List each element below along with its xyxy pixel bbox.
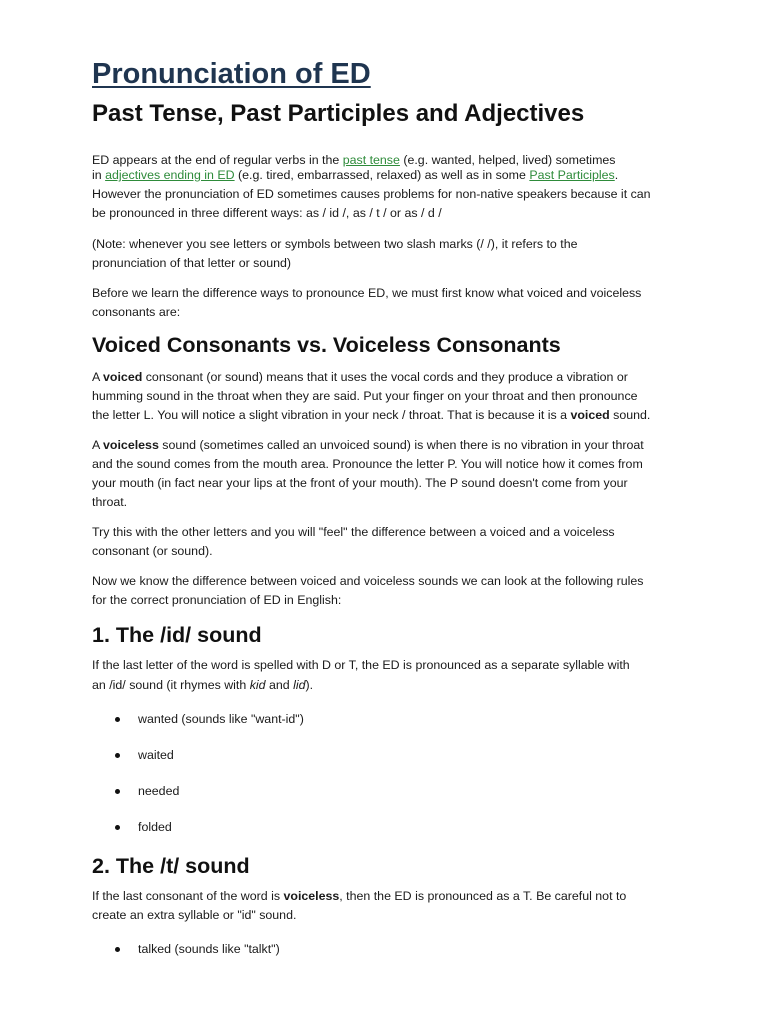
bullet-icon [115, 947, 120, 952]
adjectives-ed-link[interactable]: adjectives ending in ED [105, 168, 235, 182]
id-sound-heading: 1. The /id/ sound [92, 623, 262, 647]
bullet-icon [115, 717, 120, 722]
list-item: talked (sounds like "talkt") [138, 942, 280, 956]
intro-line-4: be pronounced in three different ways: as / id /, as / t / or as / d / [92, 206, 442, 220]
intro-line-3: However the pronunciation of ED sometimes causes problems for non-native speakers because it can [92, 187, 651, 201]
voiced-line-2: humming sound in the throat when they are said. Put your finger on your throat and then pronounce [92, 389, 638, 403]
try-line-2: consonant (or sound). [92, 544, 213, 558]
voiced-line-1: A voiced consonant (or sound) means that it uses the vocal cords and they produce a vibration or [92, 370, 628, 384]
before-line-1: Before we learn the difference ways to pronounce ED, we must first know what voiced and voiceless [92, 286, 642, 300]
page-title: Pronunciation of ED [92, 58, 371, 90]
now-line-2: for the correct pronunciation of ED in English: [92, 593, 342, 607]
note-line-2: pronunciation of that letter or sound) [92, 256, 292, 270]
list-item: waited [138, 748, 174, 762]
id-line-2: an /id/ sound (it rhymes with kid and lid). [92, 678, 314, 692]
voiced-line-3: the letter L. You will notice a slight vibration in your neck / throat. That is because it is a voiced sound. [92, 408, 651, 422]
note-line-1: (Note: whenever you see letters or symbols between two slash marks (/ /), it refers to the [92, 237, 578, 251]
past-tense-link[interactable]: past tense [342, 153, 400, 167]
intro-line-1: ED appears at the end of regular verbs in the past tense (e.g. wanted, helped, lived) sometimes [92, 153, 616, 167]
voiceless-line-3: your mouth (in fact near your lips at the front of your mouth). The P sound doesn't come from your [92, 476, 628, 490]
t-sound-heading: 2. The /t/ sound [92, 854, 250, 878]
voiceless-line-1: A voiceless sound (sometimes called an unvoiced sound) is when there is no vibration in your throat [92, 438, 644, 452]
voiceless-line-4: throat. [92, 495, 128, 509]
voiced-voiceless-heading: Voiced Consonants vs. Voiceless Consonants [92, 333, 561, 357]
now-line-1: Now we know the difference between voiced and voiceless sounds we can look at the following rules [92, 574, 644, 588]
try-line-1: Try this with the other letters and you will "feel" the difference between a voiced and a voiceless [92, 525, 615, 539]
intro-line-2: in adjectives ending in ED (e.g. tired, embarrassed, relaxed) as well as in some Past Participles. [92, 168, 619, 182]
bullet-icon [115, 825, 120, 830]
list-item: needed [138, 784, 180, 798]
before-line-2: consonants are: [92, 305, 181, 319]
t-line-1: If the last consonant of the word is voiceless, then the ED is pronounced as a T. Be careful not to [92, 889, 627, 903]
list-item: wanted (sounds like "want-id") [138, 712, 304, 726]
bullet-icon [115, 789, 120, 794]
past-participles-link[interactable]: Past Participles [529, 168, 615, 182]
id-line-1: If the last letter of the word is spelled with D or T, the ED is pronounced as a separate syllable with [92, 658, 630, 672]
voiceless-line-2: and the sound comes from the mouth area. Pronounce the letter P. You will notice how it comes from [92, 457, 643, 471]
list-item: folded [138, 820, 172, 834]
t-line-2: create an extra syllable or "id" sound. [92, 908, 297, 922]
page-subtitle: Past Tense, Past Participles and Adjectives [92, 100, 585, 127]
bullet-icon [115, 753, 120, 758]
